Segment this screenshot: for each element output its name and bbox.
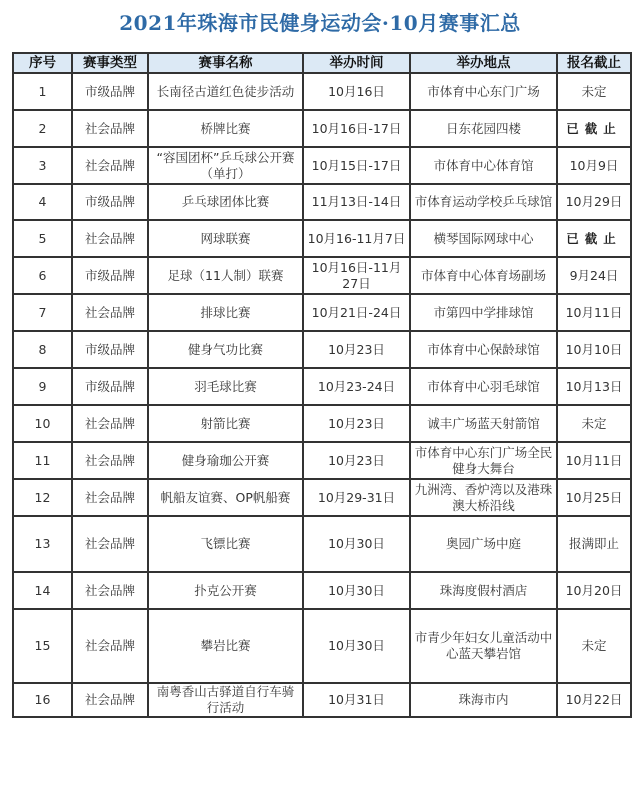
cell-no: 3: [13, 147, 72, 184]
cell-type: 市级品牌: [72, 73, 148, 110]
cell-name: 射箭比赛: [148, 405, 303, 442]
cell-type: 社会品牌: [72, 110, 148, 147]
cell-no: 9: [13, 368, 72, 405]
table-row: [13, 405, 631, 442]
cell-name: 网球联赛: [148, 220, 303, 257]
cell-type: 市级品牌: [72, 331, 148, 368]
cell-deadline: 10月22日: [557, 683, 631, 717]
header-type: 赛事类型: [72, 53, 148, 73]
cell-name: 排球比赛: [148, 294, 303, 331]
cell-type: 社会品牌: [72, 609, 148, 683]
cell-name: 扑克公开赛: [148, 572, 303, 609]
cell-deadline: 未定: [557, 405, 631, 442]
cell-deadline: 10月11日: [557, 442, 631, 479]
cell-name: 足球（11人制）联赛: [148, 257, 303, 294]
cell-name: 健身气功比赛: [148, 331, 303, 368]
cell-name: “容国团杯”乒乓球公开赛（单打）: [148, 147, 303, 184]
cell-place: 市体育中心东门广场全民健身大舞台: [410, 442, 557, 479]
table-row: [13, 479, 631, 516]
cell-no: 14: [13, 572, 72, 609]
cell-time: 10月23日: [303, 331, 410, 368]
cell-place: 市第四中学排球馆: [410, 294, 557, 331]
table-row: [13, 184, 631, 220]
cell-no: 4: [13, 184, 72, 220]
cell-time: 10月23日: [303, 405, 410, 442]
header-deadline: 报名截止: [557, 53, 631, 73]
cell-name: 攀岩比赛: [148, 609, 303, 683]
table-row: [13, 331, 631, 368]
cell-place: 横琴国际网球中心: [410, 220, 557, 257]
table-row: [13, 368, 631, 405]
cell-type: 社会品牌: [72, 572, 148, 609]
cell-type: 社会品牌: [72, 516, 148, 572]
cell-time: 10月16日-17日: [303, 110, 410, 147]
header-time: 举办时间: [303, 53, 410, 73]
cell-time: 10月31日: [303, 683, 410, 717]
cell-place: 市体育中心东门广场: [410, 73, 557, 110]
table-row: [13, 294, 631, 331]
table-row: [13, 73, 631, 110]
cell-deadline: 9月24日: [557, 257, 631, 294]
cell-type: 市级品牌: [72, 368, 148, 405]
cell-type: 市级品牌: [72, 257, 148, 294]
cell-place: 诚丰广场蓝天射箭馆: [410, 405, 557, 442]
cell-no: 11: [13, 442, 72, 479]
cell-time: 10月29-31日: [303, 479, 410, 516]
cell-no: 5: [13, 220, 72, 257]
table-row: [13, 683, 631, 717]
cell-deadline: 10月29日: [557, 184, 631, 220]
cell-no: 10: [13, 405, 72, 442]
cell-deadline: 10月13日: [557, 368, 631, 405]
cell-name: 羽毛球比赛: [148, 368, 303, 405]
cell-name: 乒乓球团体比赛: [148, 184, 303, 220]
cell-time: 10月16-11月7日: [303, 220, 410, 257]
cell-no: 8: [13, 331, 72, 368]
table-header-row: [13, 53, 631, 73]
cell-place: 珠海市内: [410, 683, 557, 717]
cell-time: 11月13日-14日: [303, 184, 410, 220]
cell-deadline: 已截止: [557, 220, 631, 257]
cell-no: 1: [13, 73, 72, 110]
cell-time: 10月21日-24日: [303, 294, 410, 331]
cell-name: 健身瑜珈公开赛: [148, 442, 303, 479]
cell-time: 10月30日: [303, 516, 410, 572]
table-row: [13, 220, 631, 257]
cell-deadline: 10月10日: [557, 331, 631, 368]
cell-place: 市体育运动学校乒乓球馆: [410, 184, 557, 220]
cell-name: 长南径古道红色徒步活动: [148, 73, 303, 110]
events-table: [12, 52, 632, 718]
cell-type: 社会品牌: [72, 147, 148, 184]
cell-name: 南粤香山古驿道自行车骑行活动: [148, 683, 303, 717]
cell-time: 10月16日-11月27日: [303, 257, 410, 294]
header-name: 赛事名称: [148, 53, 303, 73]
cell-deadline: 10月25日: [557, 479, 631, 516]
cell-name: 桥牌比赛: [148, 110, 303, 147]
cell-name: 飞镖比赛: [148, 516, 303, 572]
cell-no: 13: [13, 516, 72, 572]
cell-no: 7: [13, 294, 72, 331]
cell-place: 珠海度假村酒店: [410, 572, 557, 609]
cell-deadline: 10月9日: [557, 147, 631, 184]
cell-type: 社会品牌: [72, 442, 148, 479]
page-title: 2021年珠海市民健身运动会·10月赛事汇总: [119, 11, 521, 35]
cell-place: 市青少年妇女儿童活动中心蓝天攀岩馆: [410, 609, 557, 683]
cell-time: 10月30日: [303, 572, 410, 609]
cell-place: 奥园广场中庭: [410, 516, 557, 572]
cell-deadline: 10月20日: [557, 572, 631, 609]
cell-time: 10月30日: [303, 609, 410, 683]
table-row: [13, 516, 631, 572]
cell-type: 社会品牌: [72, 294, 148, 331]
cell-time: 10月15日-17日: [303, 147, 410, 184]
header-no: 序号: [13, 53, 72, 73]
cell-place: 九洲湾、香炉湾以及港珠澳大桥沿线: [410, 479, 557, 516]
table-row: [13, 609, 631, 683]
cell-type: 社会品牌: [72, 479, 148, 516]
cell-deadline: 未定: [557, 609, 631, 683]
table-row: [13, 572, 631, 609]
cell-deadline: 已截止: [557, 110, 631, 147]
table-row: [13, 147, 631, 184]
cell-type: 社会品牌: [72, 220, 148, 257]
cell-no: 12: [13, 479, 72, 516]
cell-time: 10月23-24日: [303, 368, 410, 405]
cell-deadline: 报满即止: [557, 516, 631, 572]
cell-type: 市级品牌: [72, 184, 148, 220]
cell-deadline: 未定: [557, 73, 631, 110]
table-row: [13, 442, 631, 479]
header-place: 举办地点: [410, 53, 557, 73]
table-row: [13, 110, 631, 147]
cell-no: 6: [13, 257, 72, 294]
cell-place: 市体育中心羽毛球馆: [410, 368, 557, 405]
cell-type: 社会品牌: [72, 683, 148, 717]
cell-place: 市体育中心体育场副场: [410, 257, 557, 294]
cell-time: 10月16日: [303, 73, 410, 110]
table-row: [13, 257, 631, 294]
cell-no: 15: [13, 609, 72, 683]
cell-type: 社会品牌: [72, 405, 148, 442]
cell-name: 帆船友谊赛、OP帆船赛: [148, 479, 303, 516]
cell-place: 市体育中心体育馆: [410, 147, 557, 184]
cell-no: 16: [13, 683, 72, 717]
cell-deadline: 10月11日: [557, 294, 631, 331]
cell-place: 市体育中心保龄球馆: [410, 331, 557, 368]
cell-place: 日东花园四楼: [410, 110, 557, 147]
cell-no: 2: [13, 110, 72, 147]
cell-time: 10月23日: [303, 442, 410, 479]
